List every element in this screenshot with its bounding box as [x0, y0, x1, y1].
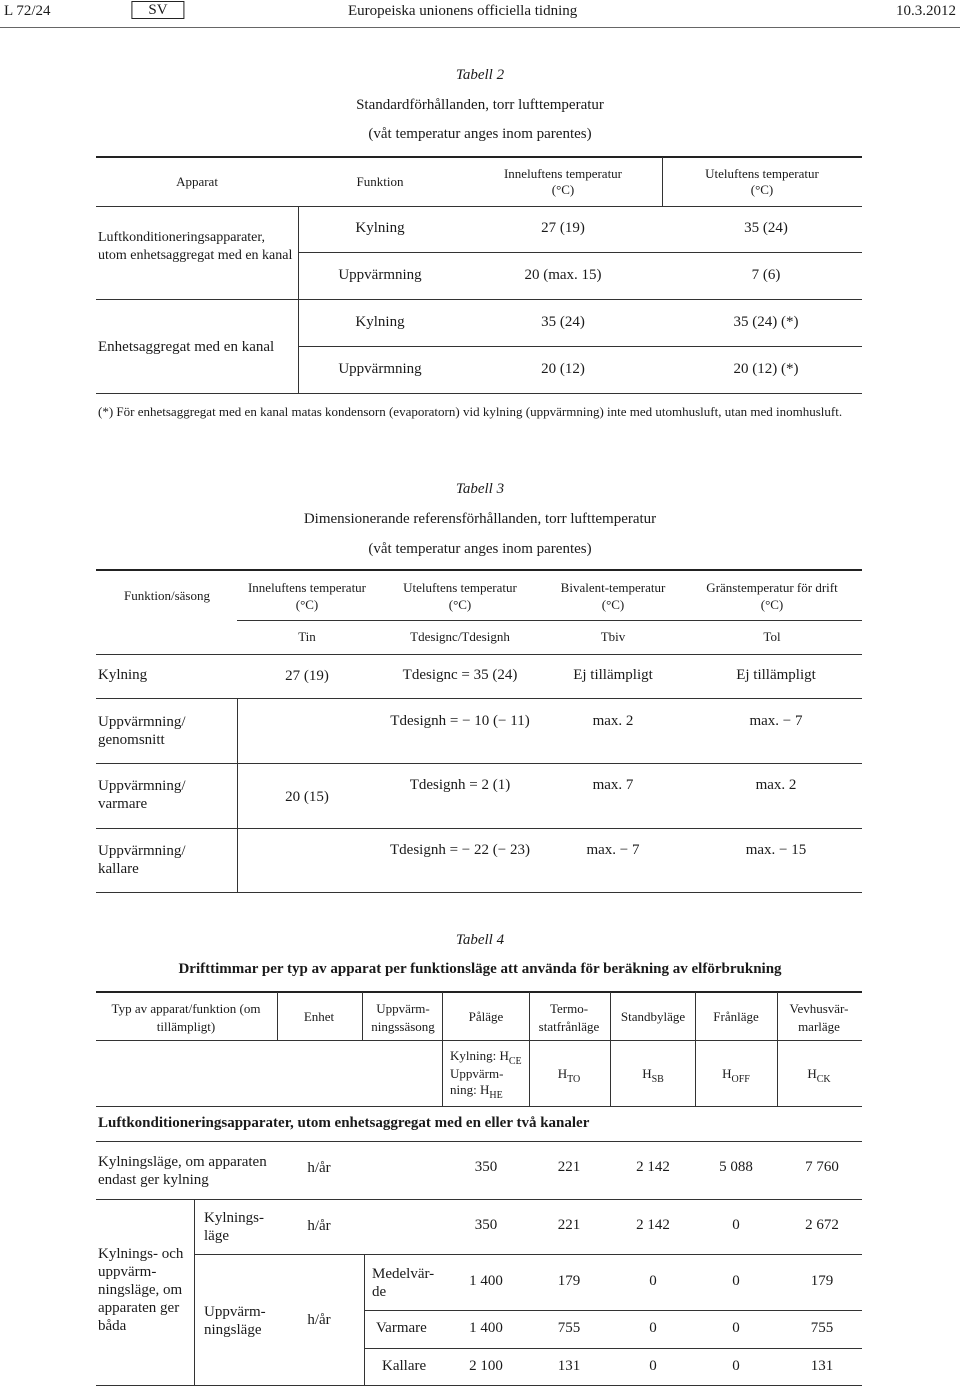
table3-row-label: Kylning [98, 667, 148, 683]
table2-unit-inne: (°C) [551, 182, 575, 197]
table3-top-rule [96, 569, 862, 571]
table3-cell-tbiv: max. 7 [592, 777, 634, 793]
table4-cell-value: 0 [732, 1320, 740, 1336]
table4-season-label: Medelvär-de [372, 1266, 435, 1300]
table4-cell-value: 0 [732, 1273, 740, 1289]
table4-cell-value: 0 [649, 1358, 657, 1374]
table2-apparat-ac: Luftkonditioneringsapparater, utom enhetsaggregat med en kanal [98, 230, 293, 263]
table2-header-rule [96, 206, 862, 207]
table3-label: Tabell 3 [455, 481, 505, 497]
table2-header-uteluft: Uteluftens temperatur [705, 166, 819, 181]
table3-symbol-tbiv: Tbiv [600, 629, 626, 644]
table4-cell-value: 221 [557, 1159, 581, 1175]
table4-cell-value: 131 [810, 1358, 834, 1374]
table2-title: Standardförhållanden, torr lufttemperatur [356, 97, 604, 113]
table4-cooling-label: Kylnings-läge [204, 1210, 264, 1244]
table4-header-on: Påläge [468, 1009, 504, 1024]
table3-cell-tbiv: Ej tillämpligt [573, 667, 653, 683]
table3-unit: (°C) [295, 597, 319, 612]
table2-cell-funktion: Kylning [355, 220, 405, 236]
table3-symbol-tol: Tol [763, 629, 781, 644]
table3-header-granstemp: Gränstemperatur för drift [706, 580, 838, 595]
table4-cell-value: 5 088 [719, 1159, 753, 1175]
table2-cell-funktion: Uppvärmning [338, 361, 422, 377]
table4-header-season: Uppvärm-ningssäsong [371, 1001, 435, 1034]
table3-unit: (°C) [760, 597, 784, 612]
table4-header-standby: Standbyläge [620, 1009, 686, 1024]
table4-symbol-off: $H_{OFF}$ [722, 1066, 750, 1085]
table2-label: Tabell 2 [455, 67, 505, 83]
table2-cell-inne: 20 (max. 15) [524, 267, 602, 283]
table2-cell-funktion: Uppvärmning [338, 267, 422, 283]
table3-cell-tin: 27 (19) [285, 668, 329, 684]
table4-cell-unit: h/år [307, 1312, 331, 1328]
table4-cell-unit: h/år [307, 1218, 331, 1234]
table4-cell-value: 0 [732, 1358, 740, 1374]
table3-cell-tbiv: max. 2 [592, 713, 634, 729]
table3-cell-tbiv: max. − 7 [586, 842, 640, 858]
table3-symbol-tdesign: Tdesignc/Tdesignh [410, 629, 510, 644]
table4-cell-value: 179 [557, 1273, 581, 1289]
journal-name: Europeiska unionens officiella tidning [348, 3, 578, 19]
table2-subtitle: (våt temperatur anges inom parentes) [368, 126, 592, 142]
table4-cell-value: 2 142 [636, 1217, 670, 1233]
table4-cell-value: 0 [732, 1217, 740, 1233]
table4-row-label: Kylningsläge, om apparaten endast ger kylning [98, 1154, 267, 1188]
page-reference: L 72/24 [4, 3, 51, 19]
table4-cell-value: 7 760 [805, 1159, 839, 1175]
table4-cell-value: 350 [474, 1217, 498, 1233]
table4-cell-value: 0 [649, 1273, 657, 1289]
table3-cell-tol: max. − 7 [749, 713, 803, 729]
table4-cell-value: 179 [810, 1273, 834, 1289]
table4-symbol-on: Kylning: $H_{CE}$ Uppvärm- ning: $H_{HE}$ [450, 1048, 522, 1101]
table4-header-thermostat-off: Termo-statfrånläge [538, 1001, 600, 1034]
table4-cell-value: 2 142 [636, 1159, 670, 1175]
table3-title: Dimensionerande referensförhållanden, torr lufttemperatur [303, 511, 657, 527]
table3-row-label: Uppvärmning/ varmare [98, 778, 186, 812]
table4-cell-value: 221 [557, 1217, 581, 1233]
table3-header-funktion: Funktion/säsong [124, 588, 210, 603]
table4-season-label: Varmare [376, 1320, 427, 1336]
table3-cell-tdesign: Tdesignh = − 22 (− 23) [390, 842, 530, 858]
table4-symbol-ck: $H_{CK}$ [807, 1066, 831, 1085]
table4-heating-label: Uppvärm-ningsläge [204, 1304, 266, 1338]
table2-top-rule [96, 156, 862, 158]
table4-cell-value: 2 672 [805, 1217, 839, 1233]
table4-cell-value: 755 [810, 1320, 834, 1336]
table2-cell-ute: 20 (12) (*) [733, 361, 799, 377]
table2-footnote: (*) För enhetsaggregat med en kanal matas kondensorn (evaporatorn) vid kylning (uppvärmning) inte med utomhusluft, utan med inomhusluft. [98, 404, 843, 419]
table3-row-label: Uppvärmning/ genomsnitt [98, 714, 186, 748]
table4-header-unit: Enhet [303, 1009, 335, 1024]
table3-cell-tdesign: Tdesignh = 2 (1) [409, 777, 511, 793]
table4-cell-value: 1 400 [469, 1273, 503, 1289]
table4-header-crankcase: Vevhusvär-marläge [789, 1001, 849, 1034]
table3-row-label: Uppvärmning/ kallare [98, 843, 186, 877]
table2-cell-funktion: Kylning [355, 314, 405, 330]
table4-header-off: Frånläge [713, 1009, 759, 1024]
table2-header-apparat: Apparat [176, 174, 218, 189]
table4-cell-value: 755 [557, 1320, 581, 1336]
table4-cell-unit: h/år [307, 1160, 331, 1176]
table3-cell-tol: Ej tillämpligt [736, 667, 816, 683]
publication-date: 10.3.2012 [896, 3, 956, 19]
table3-header-inneluft: Inneluftens temperatur [247, 580, 367, 595]
table3-cell-heating-tin: 20 (15) [285, 789, 329, 805]
table2-header-inneluft: Inneluftens temperatur [503, 166, 623, 181]
table4-cell-value: 131 [557, 1358, 581, 1374]
table4-title: Drifttimmar per typ av apparat per funktionsläge att använda för beräkning av elförbrukning [178, 961, 782, 977]
table3-unit: (°C) [601, 597, 625, 612]
table2-unit-ute: (°C) [750, 182, 774, 197]
header-divider [0, 27, 960, 28]
table3-symbol-tin: Tin [298, 629, 316, 644]
table2-cell-ute: 7 (6) [751, 267, 781, 283]
table2-apparat-single-duct: Enhetsaggregat med en kanal [98, 339, 275, 355]
table2-cell-ute: 35 (24) (*) [733, 314, 799, 330]
table4-cell-value: 2 100 [469, 1358, 503, 1374]
table3-subtitle: (våt temperatur anges inom parentes) [368, 541, 592, 557]
table3-cell-tol: max. 2 [755, 777, 797, 793]
table3-cell-tdesign: Tdesignh = − 10 (− 11) [390, 713, 530, 729]
table2-cell-inne: 35 (24) [541, 314, 585, 330]
table4-cell-value: 0 [649, 1320, 657, 1336]
table4-symbol-sb: $H_{SB}$ [642, 1066, 664, 1085]
table2-cell-ute: 35 (24) [744, 220, 788, 236]
language-badge: SV [131, 2, 184, 19]
table3-header-bivalent: Bivalent-temperatur [560, 580, 666, 595]
table2-header-funktion: Funktion [356, 174, 404, 189]
table3-cell-tol: max. − 15 [745, 842, 807, 858]
table4-season-label: Kallare [382, 1358, 427, 1374]
table4-cell-value: 1 400 [469, 1320, 503, 1336]
table4-top-rule [96, 991, 862, 993]
table3-unit: (°C) [448, 597, 472, 612]
table4-header-type: Typ av apparat/funktion (om tillämpligt) [111, 1001, 261, 1034]
table3-cell-tdesign: Tdesignc = 35 (24) [402, 667, 518, 683]
table4-symbol-to: $H_{TO}$ [557, 1066, 581, 1085]
table4-section-heading: Luftkonditioneringsapparater, utom enhetsaggregat med en eller två kanaler [98, 1115, 590, 1131]
table2-cell-inne: 20 (12) [541, 361, 585, 377]
table2-cell-inne: 27 (19) [541, 220, 585, 236]
table4-group-label: Kylnings- och uppvärm-ningsläge, om apparaten ger båda [98, 1246, 184, 1334]
table4-cell-value: 350 [474, 1159, 498, 1175]
table4-label: Tabell 4 [455, 932, 505, 948]
table3-header-uteluft: Uteluftens temperatur [403, 580, 517, 595]
